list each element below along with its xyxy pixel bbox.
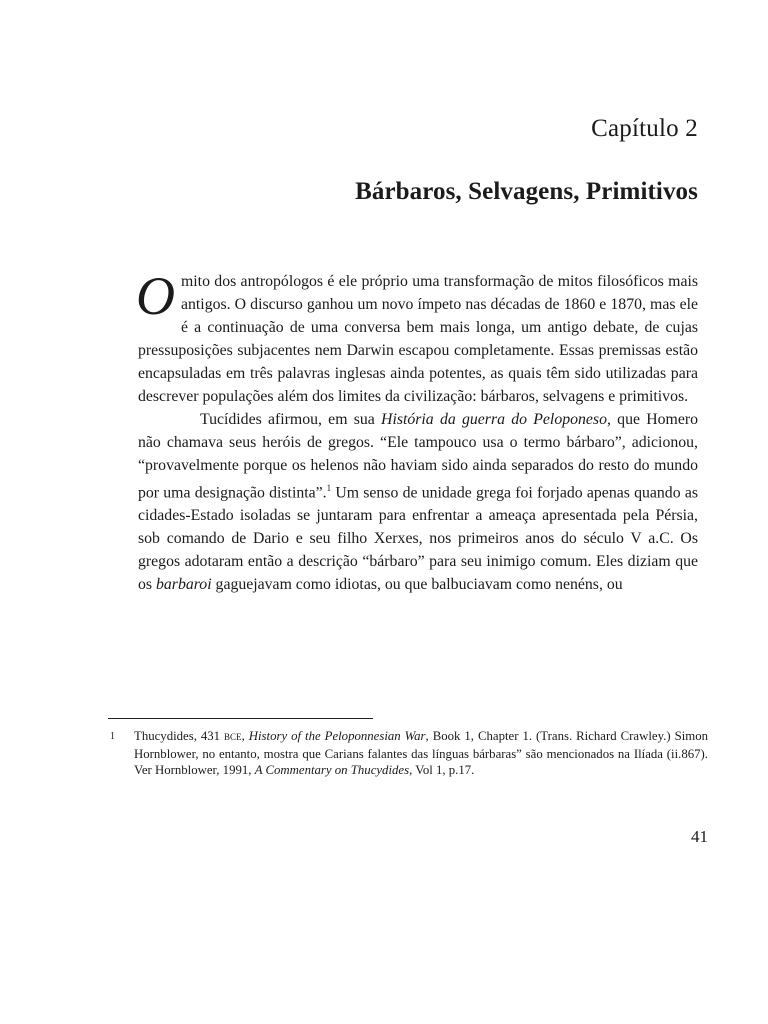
footnote-part4: , Vol 1, p.17.	[409, 763, 475, 777]
paragraph-2-part3: Um senso de unidade grega foi forjado apenas quando as cidades-Estado isoladas se juntaram para enfrentar a ameaça apresentada pela Pérsia, sob comando de Dario e seu filho Xerxes, nos primeiros anos do século V a.C. Os gregos adotaram então a descrição “bárbaro” para seu inimigo comum. Eles diziam que os	[138, 484, 698, 594]
footnote-part1: Thucydides, 431	[134, 729, 225, 743]
footnote-work-2: A Commentary on Thucydides	[254, 763, 410, 777]
footnote-part3: , Book 1, Chapter 1. (Trans. Richard Crawley.) Simon Hornblower, no entanto, mostra que Carians falantes das línguas bárbaras” são mencionados na Ilíada (ii.867). Ver Hornblower, 1991,	[134, 729, 708, 777]
italic-term: barbaroi	[156, 576, 212, 594]
chapter-label: Capítulo 2	[591, 115, 698, 142]
book-title: História da guerra do Peloponeso	[381, 411, 607, 428]
footnote-marker: 1	[110, 731, 115, 742]
footnote-work-1: History of the Peloponnesian War	[248, 729, 426, 743]
drop-cap: O	[136, 266, 175, 326]
paragraph-1	[136, 266, 698, 408]
paragraph-1-text: mito dos antropólogos é ele próprio uma transformação de mitos filosóficos mais antigos. O discurso ganhou um novo ímpeto nas décadas de 1860 e 1870, mas ele é a continuação de uma conversa bem mais longa, um antigo debate, de cujas pressuposições subjacentes nem Darwin escapou completamente. Essas premissas estão encapsuladas em três palavras inglesas ainda potentes, as quais têm sido utilizadas para descrever populações além dos limites da civilização: bárbaros, selvagens e primitivos.	[138, 273, 698, 405]
footnote-reference[interactable]: 1	[326, 483, 332, 493]
footnote-era: BCE	[224, 732, 242, 742]
paragraph-2-part1: Tucídides afirmou, em sua	[200, 411, 382, 428]
paragraph-2	[138, 408, 698, 596]
footnote-part2: ,	[241, 729, 249, 743]
paragraph-2-part2: , que Homero não chamava seus heróis de gregos. “Ele tampouco usa o termo bárbaro”, adicionou, “provavelmente porque os helenos não haviam sido ainda separados do resto do mundo por uma designação distinta”.	[138, 411, 698, 502]
chapter-title: Bárbaros, Selvagens, Primitivos	[355, 178, 698, 205]
footnote	[134, 728, 708, 779]
body-text	[136, 266, 698, 596]
page-number: 41	[691, 827, 708, 846]
paragraph-2-part4: gaguejavam como idiotas, ou que balbuciavam como nenéns, ou	[211, 576, 623, 594]
footnote-divider	[108, 718, 373, 719]
